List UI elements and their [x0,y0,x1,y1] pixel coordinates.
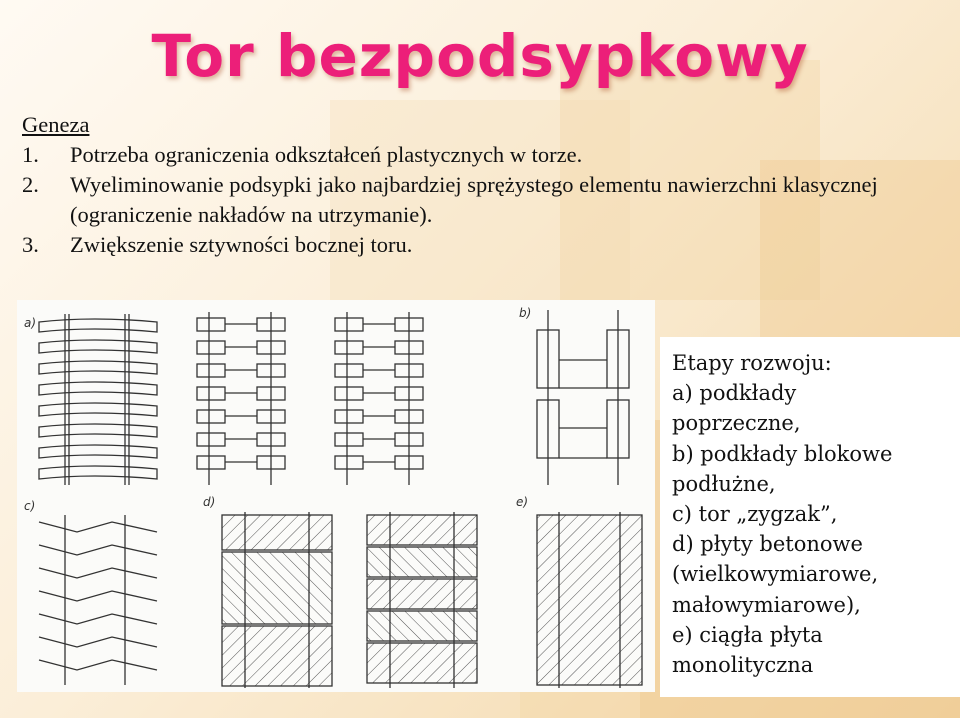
block-sleeper [335,410,363,423]
caption-line: małowymiarowe), [672,592,861,617]
caption-line: a) podkłady [672,381,797,406]
track-drawings-figure [17,300,655,692]
zigzag-sleeper [39,568,157,578]
slide-title: Tor bezpodsypkowy [151,22,809,90]
sleeper-shape [39,340,157,353]
concrete-slab [367,579,477,609]
monolithic-slab [537,515,642,685]
list-item-number: 2. [22,172,39,197]
caption-text [672,348,957,680]
section-heading: Geneza [22,112,90,137]
list-item-number: 3. [22,232,39,257]
block-sleeper [335,364,363,377]
panel-label-c: c) [24,499,36,513]
panel-label-b: b) [519,306,532,320]
block-sleeper [197,364,225,377]
caption-line: c) tor „zygzak”, [672,502,838,527]
zigzag-sleeper [39,660,157,670]
list-item-text: Wyeliminowanie podsypki jako najbardziej sprężystego elementu nawierzchni klasycznej (ograniczenie nakładów na utrzymanie). [70,172,878,227]
list-item-text: Zwiększenie sztywności bocznej toru. [70,232,413,257]
block-sleeper [335,433,363,446]
concrete-slab [367,515,477,545]
sleeper-shape [39,382,157,395]
sleeper-shape [39,445,157,458]
list-item [22,170,942,230]
zigzag-sleeper [39,522,157,532]
list-item-number: 1. [22,142,39,167]
zigzag-sleeper [39,545,157,555]
block-sleeper [335,318,363,331]
zigzag-sleeper [39,591,157,601]
list-item [22,230,942,260]
sleeper-shape [39,403,157,416]
concrete-slab [222,626,332,686]
sleeper-shape [39,361,157,374]
track-drawings-svg [17,300,655,692]
block-sleeper [197,456,225,469]
caption-line: Etapy rozwoju: [672,351,832,375]
sleeper-shape [39,466,157,479]
caption-line: (wielkowymiarowe, [672,562,879,587]
sleeper-shape [39,319,157,332]
block-sleeper [197,387,225,400]
caption-line: e) ciągła płyta [672,622,823,647]
block-sleeper [197,318,225,331]
block-sleeper [197,433,225,446]
concrete-slab [222,515,332,550]
panel-label-e: e) [516,495,529,509]
caption-line: b) podkłady blokowe [672,441,893,466]
intro-section [22,110,942,260]
concrete-slab [367,547,477,577]
caption-line: d) płyty betonowe [672,532,863,557]
block-sleeper [335,387,363,400]
block-sleeper [197,410,225,423]
sleeper-shape [39,424,157,437]
panel-label-d: d) [203,495,216,509]
caption-line: poprzeczne, [672,411,801,436]
caption-line: monolityczna [672,653,814,678]
panel-label-a: a) [24,316,37,330]
zigzag-sleeper [39,614,157,624]
concrete-slab [222,552,332,624]
block-sleeper [197,341,225,354]
block-sleeper [335,341,363,354]
concrete-slab [367,643,477,683]
block-sleeper [335,456,363,469]
list-item-text: Potrzeba ograniczenia odkształceń plastycznych w torze. [70,142,583,167]
caption-line: podłużne, [672,471,776,496]
zigzag-sleeper [39,637,157,647]
concrete-slab [367,611,477,641]
list-item [22,140,942,170]
